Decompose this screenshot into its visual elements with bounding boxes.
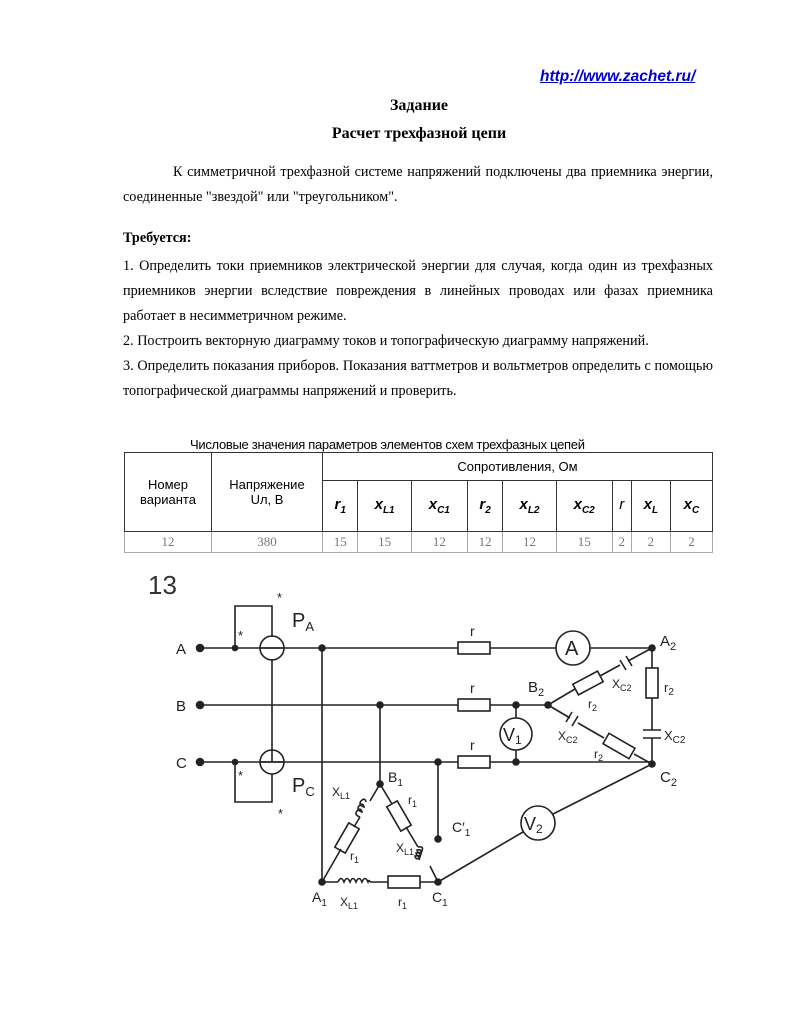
wattmeter-pc-label: $P_C$ [292,775,315,799]
requirements-list [123,254,713,404]
page-subtitle: Расчет трехфазной цепи [331,125,507,142]
table-cell: 15 [358,532,411,553]
label-r1-bc: $r_1$ [408,793,418,809]
label-r1-ac: $r_1$ [398,895,408,911]
table-cell: 15 [323,532,358,553]
label-r2-ac: $r_2$ [664,680,674,698]
table-cell: 2 [612,532,631,553]
star-mark: * [278,806,284,821]
requirement-item: 3. Определить показания приборов. Показания ваттметров и вольтметров определить с помощью топографической диаграммы напряжений и проверить. [123,358,713,399]
requirement-item: 2. Построить векторную диаграмму токов и топографическую диаграмму напряжений. [123,333,649,349]
scheme-number: 13 [148,570,177,600]
table-cell: 12 [125,532,212,553]
voltmeter-v2-label: V2 [524,814,543,836]
resistor-r-c [458,756,490,768]
resistor-r2-ac [646,668,658,698]
label-c: C [176,755,187,772]
label-b: B [176,698,187,715]
label-xl1-bc: $X_{L1}$ [396,841,415,857]
symbol-cell: $x_{L2}$ [503,481,556,532]
label-r2-ab: $r_2$ [588,697,598,713]
voltmeter-v1-label: V1 [503,725,522,747]
terminal-a [197,645,204,652]
circuit-diagram [0,560,800,930]
inductor-xl1-bc [415,847,423,860]
symbol-cell: r [612,481,631,532]
resistor-r2-bc [603,733,635,758]
variant-header: Номер варианта [125,453,212,532]
label-a1: $A_1$ [312,889,327,909]
label-xc2-ac: $X_{C2}$ [664,728,686,746]
label-c1-prime: $C'_1$ [452,819,471,839]
voltage-header: Напряжение Uл, В [212,453,323,532]
star-mark: * [238,628,244,643]
ammeter-label: A [565,638,579,660]
table-caption: Числовые значения параметров элементов схем трехфазных цепей [190,437,585,452]
label-xc2-bc: $X_{C2}$ [558,729,578,745]
capacitor-xc2-bc [566,712,578,726]
label-a: A [176,641,187,658]
star-mark: * [277,590,283,605]
inductor-xl1-ac [338,879,370,883]
resistor-r-b [458,699,490,711]
terminal-b [197,702,204,709]
resistor-r1-ac [388,876,420,888]
table-cell: 15 [556,532,612,553]
wattmeter-pa-label: $P_A$ [292,610,315,634]
label-r: r [470,737,475,753]
symbol-cell: $x_{L1}$ [358,481,411,532]
symbol-cell: $x_{C1}$ [411,481,467,532]
label-r1-ab: $r_1$ [350,849,360,865]
label-xl1-ac: $X_{L1}$ [340,895,359,911]
symbol-cell: $x_{C2}$ [556,481,612,532]
table-cell: 2 [631,532,670,553]
parameters-table [124,452,713,553]
page-title: Задание [389,97,449,114]
resistor-r1-ab [335,823,359,853]
inductor-xl1-ab [356,799,366,817]
resistor-r2-ab [573,671,603,695]
symbol-cell: $x_L$ [631,481,670,532]
symbol-cell: $x_C$ [670,481,712,532]
label-a2: $A_2$ [660,633,677,653]
branch-a1-b1 [322,784,380,882]
symbol-cell: $r_1$ [323,481,358,532]
capacitor-xc2-ab [620,656,632,670]
star-mark: * [238,768,244,783]
wire-c2-c1 [438,764,652,882]
source-link[interactable]: http://www.zachet.ru/ [540,68,696,85]
label-r2-bc: $r_2$ [594,747,604,763]
requirement-item: 1. Определить токи приемников электрической энергии для случая, когда один из трехфазных приемников энергии вследствие повреждения в линейных проводах или фазах приемника работает в несимметричном режиме. [123,258,713,324]
label-b2: $B_2$ [528,679,545,699]
label-c1: $C_1$ [432,889,448,909]
table-cell: 2 [670,532,712,553]
resistor-r-a [458,642,490,654]
capacitor-xc2-ac [643,730,661,738]
label-xc2-ab: $X_{C2}$ [612,677,632,693]
label-c2: $C_2$ [660,769,677,789]
resistance-header: Сопротивления, Ом [323,453,713,481]
table-row [125,532,713,553]
requirements-heading: Требуется: [123,230,192,246]
label-r: r [470,623,475,639]
table-cell: 380 [212,532,323,553]
label-b1: $B_1$ [388,769,403,789]
intro-paragraph: К симметричной трехфазной системе напряжений подключены два приемника энергии, соединенные "звездой" или "треугольником". [123,164,713,205]
table-cell: 12 [467,532,502,553]
symbol-cell: $r_2$ [467,481,502,532]
label-xl1-ab: $X_{L1}$ [332,785,351,801]
table-cell: 12 [503,532,556,553]
label-r: r [470,680,475,696]
table-cell: 12 [411,532,467,553]
terminal-c [197,759,204,766]
